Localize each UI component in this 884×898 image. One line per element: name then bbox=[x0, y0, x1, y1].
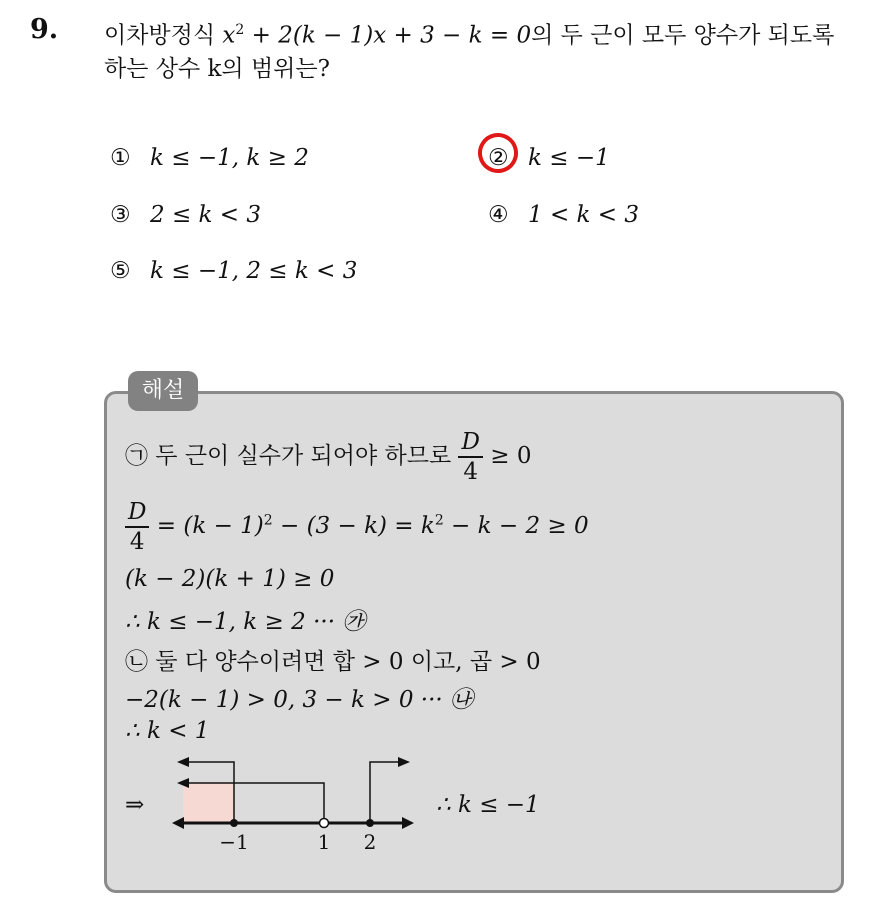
label-1: 1 bbox=[317, 830, 331, 854]
discriminant-square-1: 2 bbox=[263, 512, 273, 529]
point-2 bbox=[366, 819, 374, 827]
discriminant-b: − (3 − k) = k bbox=[272, 513, 435, 539]
option-3-marker: ③ bbox=[110, 202, 131, 228]
fraction-denominator-2: 4 bbox=[129, 529, 145, 555]
option-3-text: 2 ≤ k < 3 bbox=[150, 202, 261, 228]
option-5-text: k ≤ −1, 2 ≤ k < 3 bbox=[150, 258, 358, 284]
discriminant-c: − k − 2 ≥ 0 bbox=[443, 513, 589, 539]
option-1-text: k ≤ −1, k ≥ 2 bbox=[150, 145, 309, 171]
solution-tab: 해설 bbox=[128, 371, 198, 411]
label-2: 2 bbox=[363, 830, 377, 854]
solution-line-1-text: ㉠ 두 근이 실수가 되어야 하므로 bbox=[125, 443, 452, 469]
point-1-open bbox=[320, 819, 329, 828]
point-minus-1 bbox=[230, 819, 238, 827]
solution-line-4: ∴ k ≤ −1, k ≥ 2 ··· ㉮ bbox=[125, 609, 366, 635]
range-left-of-minus-1-arrow bbox=[177, 757, 189, 767]
label-minus-1: −1 bbox=[219, 830, 249, 854]
discriminant-square-2: 2 bbox=[434, 512, 444, 529]
axis-left-arrow bbox=[172, 817, 184, 829]
equation-square: 2 bbox=[235, 22, 245, 38]
solution-line-5: ㉡ 둘 다 양수이려면 합 > 0 이고, 곱 > 0 bbox=[125, 649, 541, 675]
solution-region-shade bbox=[183, 783, 234, 823]
range-right-of-2-arrow bbox=[398, 757, 410, 767]
fraction-numerator-2: D bbox=[125, 498, 149, 528]
solution-line-3: (k − 2)(k + 1) ≥ 0 bbox=[125, 566, 335, 592]
equation-rest: + 2(k − 1)x + 3 − k = 0 bbox=[244, 22, 532, 49]
fraction-numerator: D bbox=[458, 428, 482, 458]
question-line-2: 하는 상수 k의 범위는? bbox=[104, 55, 330, 82]
option-2-text: k ≤ −1 bbox=[528, 145, 610, 171]
solution-line-1-relation: ≥ 0 bbox=[490, 443, 532, 469]
equation-x: x bbox=[222, 22, 236, 49]
question-line-1-post: 의 두 근이 모두 양수가 되도록 bbox=[531, 22, 835, 49]
option-4-text: 1 < k < 3 bbox=[528, 202, 639, 228]
option-5-marker: ⑤ bbox=[110, 258, 131, 284]
solution-line-6: −2(k − 1) > 0, 3 − k > 0 ··· ㉯ bbox=[125, 687, 474, 713]
range-right-of-2 bbox=[370, 762, 402, 823]
conclusion: ∴ k ≤ −1 bbox=[436, 792, 540, 818]
question-line-1-pre: 이차방정식 bbox=[104, 22, 223, 49]
option-4-marker: ④ bbox=[488, 202, 509, 228]
axis-right-arrow bbox=[402, 817, 414, 829]
implies-symbol: ⇒ bbox=[125, 792, 145, 818]
question-number: 9. bbox=[30, 14, 59, 45]
option-1-marker: ① bbox=[110, 145, 131, 171]
discriminant-a: = (k − 1) bbox=[156, 513, 264, 539]
fraction-denominator: 4 bbox=[463, 459, 479, 485]
option-2-marker: ② bbox=[488, 145, 509, 171]
solution-line-7: ∴ k < 1 bbox=[125, 718, 210, 744]
